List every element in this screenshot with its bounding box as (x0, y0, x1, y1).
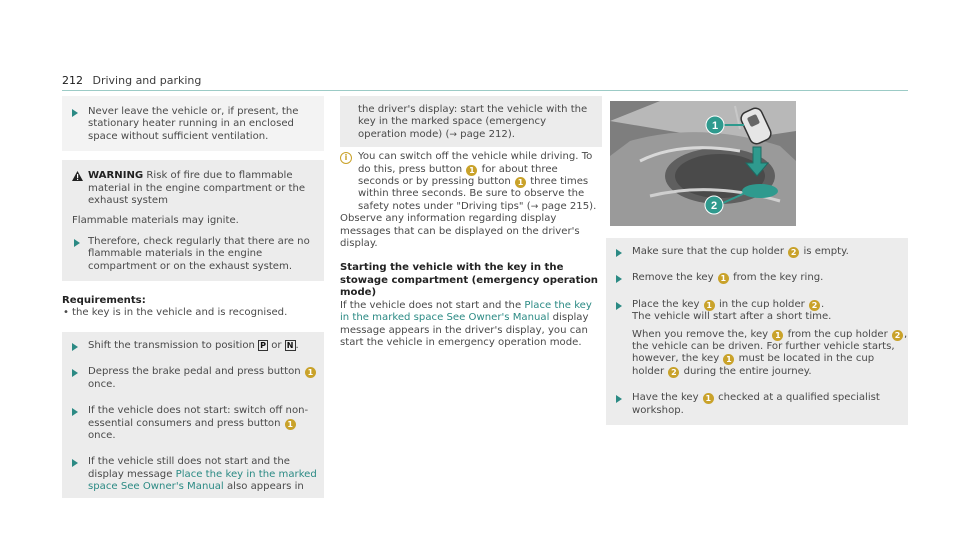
continued-text-main: the driver's display: start the vehicle with the key in the marked space (emergency operation mode) ( (358, 104, 588, 140)
column-left (62, 96, 324, 498)
callout-1-icon: 1 (305, 367, 316, 378)
arrow-ref-icon: → (449, 129, 457, 140)
cupholder-drawing (610, 101, 796, 226)
step-remove-key (606, 264, 908, 290)
page-header (62, 74, 201, 87)
callout-1-icon: 1 (723, 354, 734, 365)
step-cupholder-empty (606, 238, 908, 264)
callout-1-icon: 1 (466, 165, 477, 176)
s3-d: The vehicle will start after a short time. (632, 311, 832, 323)
step-arrow-icon (72, 369, 78, 377)
tip (340, 147, 602, 213)
step-still-text: If the vehicle still does not start and the display message (88, 456, 290, 480)
warning-action (72, 236, 314, 273)
continued-box (340, 96, 602, 147)
section-body-b: display message appears in the driver's display, you can start the vehicle in emergency operation mode. (340, 312, 589, 348)
warning-title (72, 170, 314, 207)
section-body-a: If the vehicle does not start and the (340, 299, 522, 311)
info-icon: i (340, 152, 352, 164)
callout-1-icon: 1 (515, 177, 526, 188)
step-shift-or: or (271, 339, 282, 351)
figure-callout-1: 1 (711, 120, 719, 132)
s1-end: is empty. (803, 246, 849, 257)
page-number: 212 (62, 74, 83, 87)
step-arrow-icon (616, 302, 622, 310)
step-nostart (62, 397, 324, 448)
s3-b: in the cup holder (718, 298, 805, 310)
top-note (62, 96, 324, 151)
step-arrow-icon (72, 459, 78, 467)
arrow-ref-icon: → (530, 201, 539, 212)
section-title: Driving and parking (92, 74, 202, 87)
continued-text (358, 104, 592, 141)
step-check-key (606, 384, 908, 425)
callout-2-icon: 2 (809, 300, 820, 311)
tip-text-c: three times within three seconds. Be sure to observe the safety notes under "Driving tips" ( (358, 176, 589, 212)
column-middle (340, 96, 602, 349)
cupholder-illustration (610, 101, 796, 226)
step-arrow-icon (72, 408, 78, 416)
step-brake-text: Depress the brake pedal and press button (88, 366, 301, 378)
requirements (62, 295, 324, 320)
step-shift-text: Shift the transmission to position (88, 339, 255, 351)
step-arrow-icon (616, 395, 622, 403)
steps-box (62, 332, 324, 498)
step-arrow-icon (74, 239, 80, 247)
requirements-title: Requirements: (62, 295, 146, 307)
continued-end: ). (507, 128, 515, 140)
step-still-nostart (62, 448, 324, 497)
key-n-icon: N (286, 340, 294, 350)
s3-line1 (632, 299, 908, 311)
step-brake (62, 358, 324, 397)
step-arrow-icon (72, 109, 78, 117)
s3-line3 (632, 329, 908, 379)
observe-text: Observe any information regarding display messages that can be displayed on the driver's display. (340, 213, 580, 250)
warning-label: WARNING (88, 170, 144, 182)
s3-g: , the vehicle can be driven. For further vehicle starts, however, the key (632, 328, 908, 365)
page-ref[interactable]: page 212 (460, 128, 508, 140)
callout-1-icon: 1 (285, 419, 296, 430)
callout-1-icon: 1 (772, 330, 783, 341)
warning-title-text: Risk of fire due to flammable material in the engine compartment or the exhaust system (88, 170, 306, 207)
s2-end: from the key ring. (733, 272, 824, 284)
step-brake-end: once. (88, 378, 116, 390)
callout-2-icon: 2 (892, 330, 903, 341)
callout-1-icon: 1 (718, 273, 729, 284)
display-message-link[interactable]: Place the key in the marked space See Owner's Manual (340, 299, 592, 324)
tip-end: ). (589, 200, 597, 212)
s3-a: Place the key (632, 298, 700, 310)
s3-i: during the entire journey. (683, 365, 812, 377)
step-arrow-icon (616, 249, 622, 257)
warning-triangle-icon (72, 171, 83, 181)
step-nostart-text: If the vehicle does not start: switch off non-essential consumers and press button (88, 405, 309, 429)
figure-callout-2: 2 (710, 200, 718, 212)
callout-2-icon: 2 (788, 247, 799, 258)
s3-f: from the cup holder (787, 328, 888, 340)
step-still-end: also appears in (226, 481, 304, 493)
s4-text: Have the key (632, 392, 699, 404)
s4-end: checked at a qualified specialist workshop. (632, 392, 880, 416)
right-steps-box (606, 238, 908, 425)
step-shift (62, 332, 324, 358)
callout-2-icon: 2 (668, 367, 679, 378)
step-arrow-icon (72, 343, 78, 351)
tip-text-b: for about three seconds or by pressing button (358, 163, 558, 188)
s1-text: Make sure that the cup holder (632, 246, 784, 257)
tip-text-a: You can switch off the vehicle while driving. To do this, press button (358, 151, 593, 175)
warning-body: Flammable materials may ignite. (72, 215, 239, 227)
column-right (606, 238, 908, 425)
s3-e: When you remove the, key (632, 328, 769, 340)
step-nostart-end: once. (88, 429, 116, 441)
requirement-item (62, 307, 324, 319)
section-body (340, 300, 602, 350)
page-ref[interactable]: page 215 (541, 200, 590, 212)
bullet-icon: • (63, 307, 69, 319)
warning-action-text: Therefore, check regularly that there are no flammable materials in the engine compartment or on the exhaust system. (88, 235, 310, 272)
warning-box (62, 160, 324, 281)
step-place-key (606, 291, 908, 384)
display-message-link[interactable]: Place the key in the marked space See Owner's Manual (88, 468, 317, 493)
step-arrow-icon (616, 275, 622, 283)
step-shift-end: . (295, 339, 299, 351)
callout-1-icon: 1 (703, 393, 714, 404)
requirement-text: the key is in the vehicle and is recognised. (72, 307, 288, 319)
s3-h: must be located in the cup holder (632, 353, 875, 377)
header-rule (62, 90, 908, 91)
top-note-text: Never leave the vehicle or, if present, the stationary heater running in an enclosed space without sufficient ventilation. (88, 106, 299, 142)
s3-c: . (821, 298, 825, 310)
section-heading: Starting the vehicle with the key in the stowage compartment (emergency operation mode) (340, 262, 598, 299)
s2-text: Remove the key (632, 272, 714, 284)
callout-1-icon: 1 (704, 300, 715, 311)
key-p-icon: P (260, 340, 267, 350)
